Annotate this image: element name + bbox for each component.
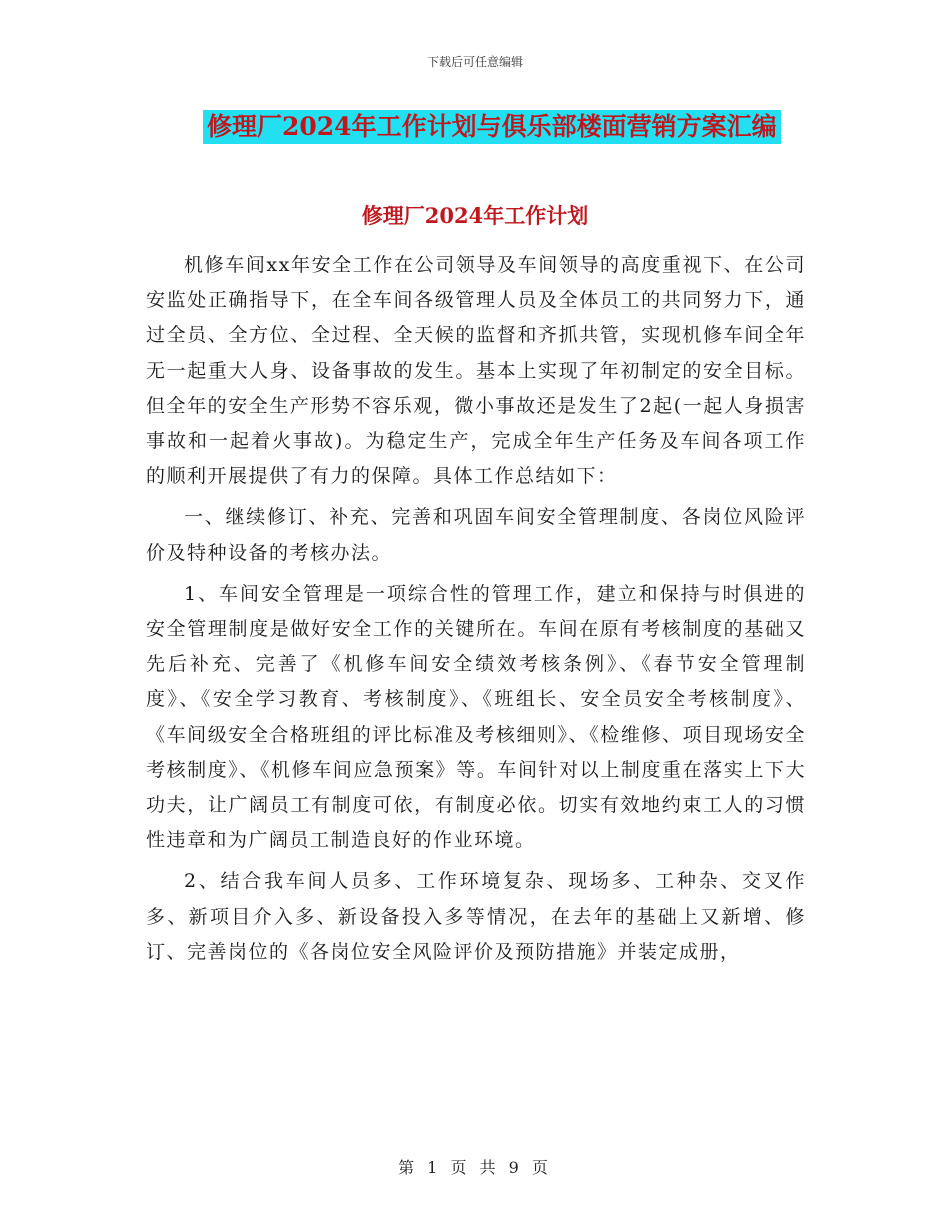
main-title: 修理厂2024年工作计划与俱乐部楼面营销方案汇编 — [203, 110, 781, 144]
section-title: 修理厂2024年工作计划 — [361, 203, 589, 228]
paragraph: 1、车间安全管理是一项综合性的管理工作，建立和保持与时俱进的安全管理制度是做好安全工作的关键所在。车间在原有考核制度的基础又先后补充、完善了《机修车间安全绩效考核条例》、《春节安全管理制度》、《安全学习教育、考核制度》、《班组长、安全员安全考核制度》、《车间级安全合格班组的评比标准及考核细则》、《检维修、项目现场安全考核制度》、《机修车间应急预案》等。车间针对以上制度重在落实上下大功夫，让广阔员工有制度可依，有制度必依。切实有效地约束工人的习惯性违章和为广阔员工制造良好的作业环境。 — [146, 582, 806, 852]
page-number-footer: 第 1 页 共 9 页 — [398, 1158, 552, 1177]
header-note: 下载后可任意编辑 — [426, 55, 523, 69]
paragraph: 一、继续修订、补充、完善和巩固车间安全管理制度、各岗位风险评价及特种设备的考核办法。 — [146, 506, 806, 564]
paragraph: 机修车间xx年安全工作在公司领导及车间领导的高度重视下、在公司安监处正确指导下，在全车间各级管理人员及全体员工的共同努力下，通过全员、全方位、全过程、全天候的监督和齐抓共管，实现机修车间全年无一起重大人身、设备事故的发生。基本上实现了年初制定的安全目标。但全年的安全生产形势不容乐观，微小事故还是发生了2起(一起人身损害事故和一起着火事故)。为稳定生产，完成全年生产任务及车间各项工作的顺利开展提供了有力的保障。具体工作总结如下： — [146, 254, 806, 488]
document-body — [146, 248, 806, 970]
paragraph: 2、结合我车间人员多、工作环境复杂、现场多、工种杂、交叉作多、新项目介入多、新设备投入多等情况，在去年的基础上又新增、修订、完善岗位的《各岗位安全风险评价及预防措施》并装定成册， — [146, 870, 806, 963]
